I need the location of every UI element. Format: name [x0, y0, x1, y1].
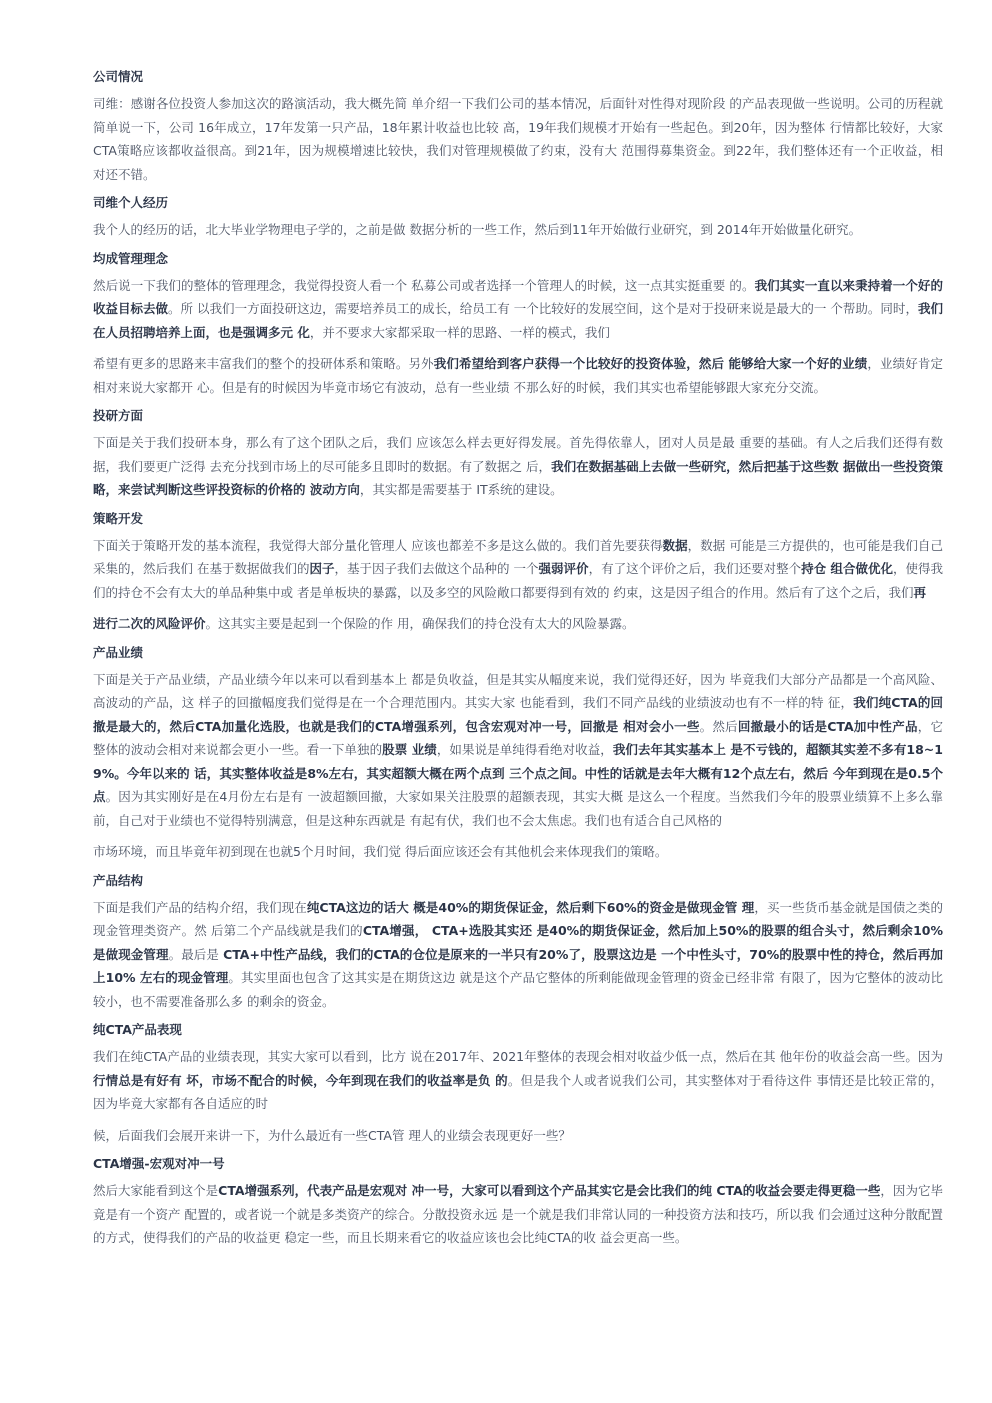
paragraph: [93, 431, 943, 502]
body-text: 。所 以我们一方面投研这边，需要培养员工的成长，给员工有 一个比较好的发展空间，这个是对于投研来说是最大的一 个帮助。同时，: [168, 301, 918, 316]
body-text: ，业绩好肯定相对来说大家都开 心。但是有的时候因为毕竟市场它有波动，总有一些业绩 不那么好的时候，我们其实也希望能够跟大家充分交流。: [93, 356, 943, 395]
bold-text: 纯CTA这边的话大 概是40%的期货保证金，然后剩下60%的资金是做现金管 理: [306, 899, 755, 915]
section-heading: 产品业绩: [93, 644, 144, 660]
bold-text: 数据: [662, 537, 688, 553]
bold-text: 我们希望给到客户获得一个比较好的投资体验，然后 能够给大家一个好的业绩: [433, 356, 868, 371]
body-text: 。最后是: [168, 946, 224, 962]
body-text: 市场环境，而且毕竟年初到现在也就5个月时间，我们觉 得后面应该还会有其他机会来体现我们的策略。: [93, 844, 668, 859]
body-text: 。然后: [699, 718, 738, 734]
bold-text: 我们其实一直以来秉持着一个好的收益目标去做: [93, 277, 943, 316]
paragraph: [93, 1124, 943, 1148]
paragraph: [93, 612, 943, 636]
section: [93, 250, 943, 400]
paragraph: [93, 1179, 943, 1250]
body-text: 。但是我个人或者说我们公司，其实整体对于看待这件 事情还是比较正常的，因为毕竟大家都有各自适应的时: [93, 1072, 943, 1111]
bold-text: CTA+中性产品线，我们的CTA的仓位是原来的一半只有20%了，股票这边是 一个中性头寸，70%的股票中性的持仓，然后再加上10% 左右的现金管理: [93, 946, 943, 985]
bold-text: 因子: [309, 561, 335, 576]
section-heading: 司维个人经历: [93, 195, 169, 210]
bold-text: 我们在人员招聘培养上面，也是强调多元 化: [93, 301, 943, 340]
paragraph: [93, 840, 943, 864]
body-text: 下面是关于我们投研本身，那么有了这个团队之后，我们 应该怎么样去更好得发展。首先得依靠人，团对人员是最 重要的基础。有人之后我们还得有数据，我们要更广泛得 去充分找到市场上的尽可能多且即时的数据。有了数据之 后，: [93, 435, 943, 474]
section-heading: 策略开发: [93, 510, 144, 526]
body-text: ，其实都是需要基于 IT系统的建设。: [359, 482, 563, 497]
paragraph: [93, 218, 943, 242]
body-text: ，使得我们的持仓不会有太大的单品种集中或 者是单板块的暴露，以及多空的风险敞口都要得到有效的 约束，这是因子组合的作用。然后有了这个之后，我们: [93, 561, 943, 600]
body-text: ，数据 可能是三方提供的，也可能是我们自己采集的，然后我们 在基于数据做我们的: [93, 537, 943, 576]
section: [93, 1155, 943, 1250]
bold-text: 我们在数据基础上去做一些研究，然后把基于这些数 据做出一些投资策略，来尝试判断这些评投资标的价格的 波动方向: [93, 458, 944, 497]
paragraph: [93, 1045, 943, 1116]
section: [93, 510, 943, 636]
bold-text: CTA增强系列，代表产品是宏观对 冲一号，大家可以看到这个产品其实它是会比我们的纯 CTA的收益会要走得更稳一些: [218, 1183, 881, 1198]
body-text: 然后说一下我们的整体的管理理念，我觉得投资人看一个 私募公司或者选择一个管理人的时候，这一点其实挺重要 的。: [93, 277, 755, 293]
document-page: [93, 68, 943, 1258]
body-text: 我个人的经历的话，北大毕业学物理电子学的，之前是做 数据分析的一些工作，然后到11年开始做行业研究，到 2014年开始做量化研究。: [93, 222, 862, 237]
paragraph: [93, 534, 943, 605]
bold-text: CTA增强， CTA+选股其实还 是40%的期货保证金，然后加上50%的股票的组合头寸，然后剩余10%是做现金管理: [93, 923, 943, 962]
body-text: 。其实里面也包含了这其实是在期货这边 就是这个产品它整体的所剩能做现金管理的资金已经非常 有限了，因为它整体的波动比较小，也不需要准备那么多 的剩余的资金。: [93, 970, 943, 1009]
body-text: 下面是关于产品业绩，产品业绩今年以来可以看到基本上 都是负收益，但是其实从幅度来说，我们觉得还好，因为 毕竟我们大部分产品都是一个高风险、高波动的产品，这 样子的回撤幅度我们觉得是在一个合理范围内。其实大家 也能看到，我们不同产品线的业绩波动也有不一样的特 征，: [93, 671, 943, 710]
section-heading: 均成管理理念: [93, 250, 169, 266]
body-text: ，并不要求大家都采取一样的思路、一样的模式，我们: [309, 324, 610, 340]
section-heading: 公司情况: [93, 69, 144, 84]
body-text: 下面关于策略开发的基本流程，我觉得大部分量化管理人 应该也都差不多是这么做的。我们首先要获得: [93, 537, 663, 553]
body-text: ，有了这个评价之后，我们还要对整个: [588, 561, 802, 576]
section-heading: CTA增强-宏观对冲一号: [93, 1156, 225, 1171]
section-heading: 投研方面: [93, 408, 144, 423]
section-heading: 纯CTA产品表现: [93, 1022, 182, 1037]
paragraph: [93, 896, 943, 1014]
body-text: ，买一些货币基金就是国债之类的现金管理类资产。然 后第二个产品线就是我们的: [93, 899, 943, 938]
body-text: ，如果说是单纯得看绝对收益，: [436, 742, 613, 757]
body-text: 下面是我们产品的结构介绍，我们现在: [93, 899, 307, 915]
body-text: 我们在纯CTA产品的业绩表现，其实大家可以看到，比方 说在2017年、2021年整体的表现会相对收益少低一点，然后在其 他年份的收益会高一些。因为: [93, 1049, 943, 1064]
section-heading: 产品结构: [93, 872, 144, 888]
paragraph: [93, 92, 943, 186]
body-text: 然后大家能看到这个是: [93, 1183, 219, 1198]
bold-text: 持仓 组合做优化: [801, 561, 893, 576]
body-text: ，因为它毕竟是有一个资产 配置的，或者说一个就是多类资产的综合。分散投资永远 是一个就是我们非常认同的一种投资方法和技巧，所以我 们会通过这种分散配置的方式，使得我们的产品的收益更 稳定一些，而且长期来看它的收益应该也会比纯CTA的收 益会更高一些。: [93, 1183, 943, 1245]
section: [93, 1021, 943, 1147]
bold-text: 回撤最小的话是CTA加中性产品: [737, 718, 918, 734]
body-text: ，基于因子我们去做这个品种的 一个: [334, 561, 539, 576]
body-text: 。因为其实刚好是在4月份左右是有 一波超额回撤，大家如果关注股票的超额表现，其实大概 是这么一个程度。当然我们今年的股票业绩算不上多么靠 前，自己对于业绩也不觉得特别满意，但是这种东西就是 有起有伏，我们也不会太焦虑。我们也有适合自己风格的: [93, 789, 943, 828]
bold-text: 再: [913, 584, 926, 600]
bold-text: 进行二次的风险评价: [93, 616, 206, 631]
paragraph: [93, 668, 943, 833]
section: [93, 194, 943, 242]
body-text: 司维：感谢各位投资人参加这次的路演活动，我大概先简 单介绍一下我们公司的基本情况，后面针对性得对现阶段 的产品表现做一些说明。公司的历程就简单说一下，公司 16年成立，17年发第一只产品，18年累计收益也比较 高，19年我们规模才开始有一些起色。到20年，因为整体 行情都比较好，大家CTA策略应该都收益很高。到21年，因为规模增速比较快，我们对管理规模做了约束，没有大 范围得募集资金。到22年，我们整体还有一个正收益，相 对还不错。: [93, 96, 943, 182]
bold-text: 我们纯CTA的回撤是最大的，然后CTA加量化选股，也就是我们的CTA增强系列，包含宏观对冲一号，回撤是 相对会小一些: [93, 695, 943, 734]
section: [93, 644, 943, 864]
body-text: 。这其实主要是起到一个保险的作 用，确保我们的持仓没有太大的风险暴露。: [205, 616, 635, 631]
body-text: ，它 整体的波动会相对来说都会更小一些。看一下单独的: [93, 718, 943, 757]
bold-text: 股票 业绩: [382, 742, 437, 757]
section: [93, 872, 943, 1014]
section: [93, 68, 943, 186]
paragraph: [93, 274, 943, 345]
paragraph: [93, 352, 943, 399]
bold-text: 行情总是有好有 坏，市场不配合的时候，今年到现在我们的收益率是负 的: [93, 1072, 508, 1088]
bold-text: 强弱评价: [538, 561, 589, 576]
body-text: 候，后面我们会展开来讲一下，为什么最近有一些CTA管 理人的业绩会表现更好一些？: [93, 1127, 571, 1143]
bold-text: 我们去年其实基本上 是不亏钱的，超额其实差不多有18~19%。今年以来的 话，其实整体收益是8%左右，其实超额大概在两个点到 三个点之间。中性的话就是去年大概有12个点左右，然后 今年到现在是0.5个点: [93, 742, 943, 804]
section: [93, 407, 943, 502]
body-text: 希望有更多的思路来丰富我们的整个的投研体系和策略。另外: [93, 356, 434, 371]
